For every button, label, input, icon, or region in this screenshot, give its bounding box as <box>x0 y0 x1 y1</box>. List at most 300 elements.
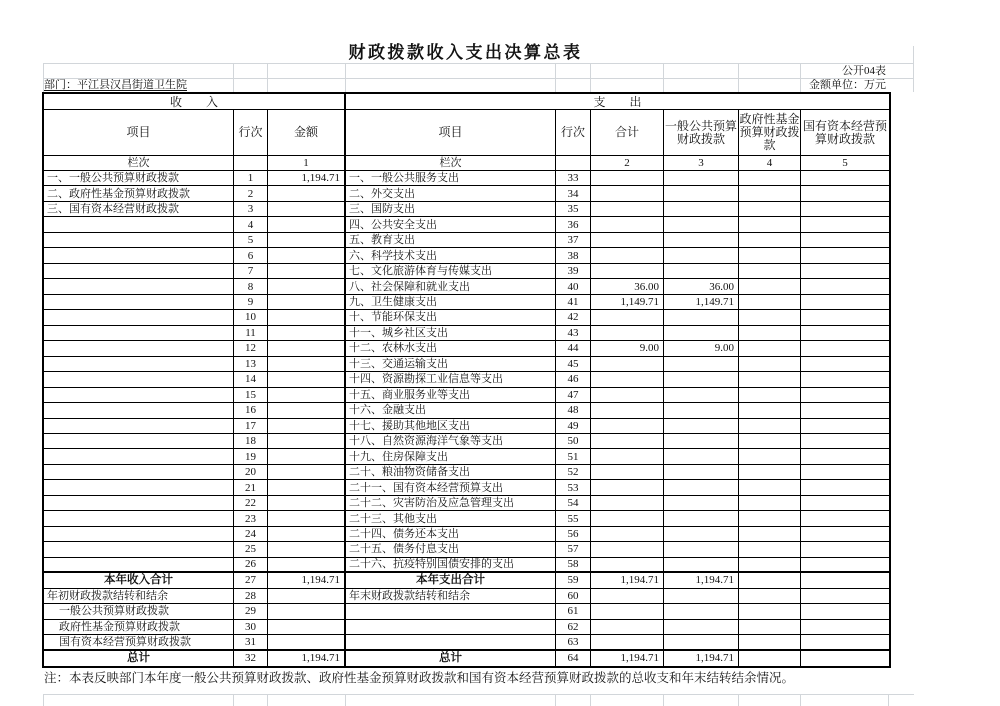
expense-total-cell <box>591 248 664 263</box>
income-item-cell <box>44 248 234 263</box>
expense-general-budget-cell: 1,194.71 <box>664 573 739 588</box>
expense-general-budget-cell <box>664 511 739 526</box>
expense-general-budget-cell <box>664 171 739 186</box>
income-item-cell <box>44 434 234 449</box>
expense-gov-fund-cell <box>739 635 801 650</box>
expense-line-no-cell: 59 <box>556 573 591 588</box>
expense-item-cell: 十八、自然资源海洋气象等支出 <box>346 434 556 449</box>
expense-state-capital-cell <box>801 496 889 511</box>
expense-state-capital-cell <box>801 449 889 464</box>
income-line-no-cell: 4 <box>234 217 268 232</box>
expense-line-no-cell: 34 <box>556 186 591 201</box>
income-amount-cell <box>268 434 346 449</box>
expense-state-capital-cell <box>801 233 889 248</box>
income-line-no-cell: 32 <box>234 651 268 666</box>
expense-total-cell <box>591 310 664 325</box>
income-item-cell <box>44 279 234 294</box>
expense-total-cell <box>591 511 664 526</box>
income-amount-cell <box>268 589 346 604</box>
income-lanci-rowno <box>234 156 268 171</box>
income-line-no-cell: 16 <box>234 403 268 418</box>
expense-state-capital-cell <box>801 558 889 573</box>
expense-state-capital-cell <box>801 357 889 372</box>
income-line-no-cell: 21 <box>234 480 268 495</box>
income-amount-cell <box>268 279 346 294</box>
expense-line-no-cell: 36 <box>556 217 591 232</box>
expense-line-no-cell: 45 <box>556 357 591 372</box>
expense-line-no-cell: 47 <box>556 388 591 403</box>
expense-gov-fund-cell <box>739 357 801 372</box>
expense-state-capital-cell <box>801 620 889 635</box>
expense-line-no-cell: 35 <box>556 202 591 217</box>
appropriation-summary-table <box>42 92 891 668</box>
expense-general-budget-cell <box>664 434 739 449</box>
income-line-no-cell: 18 <box>234 434 268 449</box>
expense-item-cell: 十六、金融支出 <box>346 403 556 418</box>
income-amount-cell <box>268 202 346 217</box>
expense-general-budget-cell <box>664 264 739 279</box>
expense-state-capital-cell <box>801 186 889 201</box>
expense-general-budget-cell <box>664 372 739 387</box>
expense-general-budget-cell <box>664 635 739 650</box>
expense-gov-fund-cell <box>739 217 801 232</box>
income-lanci-1: 1 <box>268 156 346 171</box>
expense-total-cell <box>591 620 664 635</box>
expense-item-cell: 四、公共安全支出 <box>346 217 556 232</box>
income-item-cell: 总计 <box>44 651 234 666</box>
income-item-cell <box>44 403 234 418</box>
expense-line-no-cell: 56 <box>556 527 591 542</box>
expense-total-cell <box>591 388 664 403</box>
expense-state-capital-cell <box>801 480 889 495</box>
income-line-no-cell: 3 <box>234 202 268 217</box>
expense-item-cell: 总计 <box>346 651 556 666</box>
income-amount-cell: 1,194.71 <box>268 573 346 588</box>
income-amount-cell <box>268 604 346 619</box>
expense-item-cell: 三、国防支出 <box>346 202 556 217</box>
expense-total-header: 合计 <box>591 110 664 156</box>
income-amount-cell <box>268 558 346 573</box>
expense-line-no-cell: 43 <box>556 326 591 341</box>
expense-lanci-3: 3 <box>664 156 739 171</box>
income-amount-cell <box>268 264 346 279</box>
expense-line-no-cell: 52 <box>556 465 591 480</box>
expense-item-cell: 本年支出合计 <box>346 573 556 588</box>
expense-item-cell: 二十五、债务付息支出 <box>346 542 556 557</box>
expense-state-capital-header: 国有资本经营预算财政拨款 <box>801 110 889 156</box>
expense-line-no-cell: 57 <box>556 542 591 557</box>
income-amount-cell <box>268 248 346 263</box>
expense-item-cell: 二十三、其他支出 <box>346 511 556 526</box>
expense-state-capital-cell <box>801 295 889 310</box>
income-amount-cell <box>268 403 346 418</box>
expense-item-cell: 八、社会保障和就业支出 <box>346 279 556 294</box>
expense-gov-fund-cell <box>739 419 801 434</box>
expense-line-no-cell: 62 <box>556 620 591 635</box>
income-line-no-cell: 26 <box>234 558 268 573</box>
income-amount-cell <box>268 449 346 464</box>
expense-gov-fund-cell <box>739 558 801 573</box>
expense-gov-fund-cell <box>739 480 801 495</box>
income-item-cell <box>44 419 234 434</box>
expense-general-budget-cell <box>664 496 739 511</box>
expense-item-cell: 六、科学技术支出 <box>346 248 556 263</box>
expense-state-capital-cell <box>801 264 889 279</box>
expense-general-budget-cell <box>664 620 739 635</box>
income-item-cell <box>44 264 234 279</box>
income-item-cell <box>44 326 234 341</box>
expense-state-capital-cell <box>801 326 889 341</box>
expense-lanci-4: 4 <box>739 156 801 171</box>
expense-lanci-5: 5 <box>801 156 889 171</box>
expense-gov-fund-cell <box>739 295 801 310</box>
expense-general-budget-cell <box>664 310 739 325</box>
expense-line-no-cell: 51 <box>556 449 591 464</box>
expense-gov-fund-cell <box>739 403 801 418</box>
expense-item-cell: 二十一、国有资本经营预算支出 <box>346 480 556 495</box>
income-amount-cell <box>268 465 346 480</box>
expense-gov-fund-cell <box>739 279 801 294</box>
expense-state-capital-cell <box>801 527 889 542</box>
expense-total-cell: 1,194.71 <box>591 573 664 588</box>
income-line-no-cell: 13 <box>234 357 268 372</box>
expense-item-cell: 十三、交通运输支出 <box>346 357 556 372</box>
expense-state-capital-cell <box>801 388 889 403</box>
expense-general-budget-cell <box>664 186 739 201</box>
income-item-cell <box>44 558 234 573</box>
income-item-cell <box>44 388 234 403</box>
expense-line-no-cell: 58 <box>556 558 591 573</box>
income-line-no-cell: 9 <box>234 295 268 310</box>
expense-gov-fund-cell <box>739 589 801 604</box>
income-line-no-cell: 23 <box>234 511 268 526</box>
expense-lanci-label: 栏次 <box>346 156 556 171</box>
expense-item-header: 项目 <box>346 110 556 156</box>
income-line-no-cell: 11 <box>234 326 268 341</box>
income-amount-cell <box>268 233 346 248</box>
expense-item-cell: 十五、商业服务业等支出 <box>346 388 556 403</box>
expense-state-capital-cell <box>801 434 889 449</box>
income-line-no-cell: 14 <box>234 372 268 387</box>
expense-general-budget-cell <box>664 449 739 464</box>
income-amount-cell: 1,194.71 <box>268 171 346 186</box>
income-line-no-cell: 15 <box>234 388 268 403</box>
expense-item-cell: 二十六、抗疫特别国债安排的支出 <box>346 558 556 573</box>
expense-gov-fund-cell <box>739 326 801 341</box>
income-lanci-label: 栏次 <box>44 156 234 171</box>
expense-total-cell <box>591 465 664 480</box>
expense-line-no-cell: 44 <box>556 341 591 356</box>
expense-general-budget-cell <box>664 217 739 232</box>
expense-line-no-cell: 64 <box>556 651 591 666</box>
expense-item-cell <box>346 620 556 635</box>
income-amount-cell <box>268 635 346 650</box>
expense-total-cell <box>591 264 664 279</box>
expense-item-cell: 二十、粮油物资储备支出 <box>346 465 556 480</box>
expense-total-cell <box>591 372 664 387</box>
expense-total-cell <box>591 558 664 573</box>
income-item-cell <box>44 511 234 526</box>
income-amount-header: 金额 <box>268 110 346 156</box>
income-line-no-cell: 5 <box>234 233 268 248</box>
income-item-cell: 本年收入合计 <box>44 573 234 588</box>
expense-state-capital-cell <box>801 419 889 434</box>
income-line-no-cell: 19 <box>234 449 268 464</box>
expense-line-no-cell: 37 <box>556 233 591 248</box>
expense-total-cell <box>591 480 664 495</box>
expense-general-budget-cell <box>664 465 739 480</box>
expense-total-cell: 1,149.71 <box>591 295 664 310</box>
expense-total-cell <box>591 403 664 418</box>
amount-unit-label: 金额单位：万元 <box>809 79 886 91</box>
expense-total-cell <box>591 604 664 619</box>
income-line-no-cell: 6 <box>234 248 268 263</box>
expense-general-budget-cell <box>664 480 739 495</box>
expense-line-no-cell: 48 <box>556 403 591 418</box>
expense-item-cell: 十九、住房保障支出 <box>346 449 556 464</box>
expense-item-cell: 一、一般公共服务支出 <box>346 171 556 186</box>
expense-item-cell: 二十四、债务还本支出 <box>346 527 556 542</box>
expense-line-no-cell: 46 <box>556 372 591 387</box>
expense-total-cell <box>591 589 664 604</box>
expense-general-budget-cell <box>664 388 739 403</box>
sheet-label: 公开04表 <box>842 65 886 77</box>
income-amount-cell <box>268 326 346 341</box>
income-item-cell <box>44 496 234 511</box>
expense-state-capital-cell <box>801 279 889 294</box>
income-amount-cell <box>268 620 346 635</box>
income-amount-cell <box>268 496 346 511</box>
expense-state-capital-cell <box>801 171 889 186</box>
income-item-cell <box>44 295 234 310</box>
income-line-no-cell: 25 <box>234 542 268 557</box>
income-line-no-cell: 22 <box>234 496 268 511</box>
expense-state-capital-cell <box>801 310 889 325</box>
expense-general-budget-cell <box>664 419 739 434</box>
expense-line-no-cell: 53 <box>556 480 591 495</box>
expense-state-capital-cell <box>801 248 889 263</box>
expense-total-cell <box>591 542 664 557</box>
income-line-no-cell: 30 <box>234 620 268 635</box>
income-item-cell <box>44 542 234 557</box>
expense-general-budget-cell <box>664 403 739 418</box>
expense-item-cell: 九、卫生健康支出 <box>346 295 556 310</box>
expense-line-no-cell: 61 <box>556 604 591 619</box>
income-item-cell <box>44 372 234 387</box>
report-title: 财政拨款收入支出决算总表 <box>348 43 583 62</box>
expense-total-cell: 1,194.71 <box>591 651 664 666</box>
income-line-no-cell: 27 <box>234 573 268 588</box>
expense-gov-fund-cell <box>739 527 801 542</box>
expense-gov-fund-cell <box>739 651 801 666</box>
expense-gov-fund-cell <box>739 186 801 201</box>
expense-total-cell <box>591 171 664 186</box>
income-item-cell <box>44 357 234 372</box>
income-line-no-header: 行次 <box>234 110 268 156</box>
expense-item-cell <box>346 604 556 619</box>
expense-state-capital-cell <box>801 589 889 604</box>
income-line-no-cell: 7 <box>234 264 268 279</box>
expense-line-no-cell: 63 <box>556 635 591 650</box>
expense-state-capital-cell <box>801 573 889 588</box>
expense-total-cell <box>591 449 664 464</box>
expense-line-no-cell: 55 <box>556 511 591 526</box>
expense-state-capital-cell <box>801 511 889 526</box>
expense-gov-fund-cell <box>739 620 801 635</box>
expense-total-cell <box>591 233 664 248</box>
expense-total-cell <box>591 527 664 542</box>
expense-item-cell: 年末财政拨款结转和结余 <box>346 589 556 604</box>
expense-item-cell: 二、外交支出 <box>346 186 556 201</box>
expense-total-cell: 9.00 <box>591 341 664 356</box>
expense-general-budget-cell <box>664 233 739 248</box>
income-amount-cell <box>268 527 346 542</box>
expense-gov-fund-cell <box>739 388 801 403</box>
expense-line-no-cell: 49 <box>556 419 591 434</box>
expense-general-budget-cell: 1,194.71 <box>664 651 739 666</box>
income-item-cell <box>44 465 234 480</box>
income-amount-cell <box>268 186 346 201</box>
expense-item-cell: 十四、资源勘探工业信息等支出 <box>346 372 556 387</box>
expense-total-cell <box>591 217 664 232</box>
expense-item-cell: 十二、农林水支出 <box>346 341 556 356</box>
income-section-header: 收 入 <box>44 94 346 110</box>
income-amount-cell <box>268 419 346 434</box>
expense-item-cell: 二十二、灾害防治及应急管理支出 <box>346 496 556 511</box>
income-line-no-cell: 8 <box>234 279 268 294</box>
income-line-no-cell: 31 <box>234 635 268 650</box>
expense-total-cell <box>591 186 664 201</box>
income-line-no-cell: 1 <box>234 171 268 186</box>
expense-total-cell <box>591 496 664 511</box>
expense-gov-fund-cell <box>739 233 801 248</box>
expense-general-budget-cell <box>664 542 739 557</box>
expense-total-cell <box>591 434 664 449</box>
income-amount-cell <box>268 341 346 356</box>
expense-state-capital-cell <box>801 403 889 418</box>
meta-line <box>43 78 886 92</box>
income-item-cell: 年初财政拨款结转和结余 <box>44 589 234 604</box>
expense-gov-fund-cell <box>739 264 801 279</box>
expense-state-capital-cell <box>801 542 889 557</box>
expense-gov-fund-cell <box>739 496 801 511</box>
income-item-cell <box>44 449 234 464</box>
expense-general-budget-cell <box>664 527 739 542</box>
income-line-no-cell: 2 <box>234 186 268 201</box>
expense-line-no-cell: 41 <box>556 295 591 310</box>
expense-line-no-cell: 50 <box>556 434 591 449</box>
expense-state-capital-cell <box>801 651 889 666</box>
expense-gov-fund-cell <box>739 511 801 526</box>
income-amount-cell <box>268 295 346 310</box>
income-line-no-cell: 20 <box>234 465 268 480</box>
income-item-header: 项目 <box>44 110 234 156</box>
expense-general-budget-header: 一般公共预算财政拨款 <box>664 110 739 156</box>
expense-gov-fund-cell <box>739 341 801 356</box>
expense-total-cell <box>591 635 664 650</box>
expense-state-capital-cell <box>801 341 889 356</box>
income-line-no-cell: 10 <box>234 310 268 325</box>
income-line-no-cell: 12 <box>234 341 268 356</box>
expense-section-header: 支 出 <box>346 94 889 110</box>
expense-gov-fund-cell <box>739 310 801 325</box>
income-line-no-cell: 17 <box>234 419 268 434</box>
income-item-cell <box>44 527 234 542</box>
expense-general-budget-cell <box>664 248 739 263</box>
expense-gov-fund-cell <box>739 604 801 619</box>
expense-state-capital-cell <box>801 372 889 387</box>
expense-state-capital-cell <box>801 604 889 619</box>
expense-general-budget-cell <box>664 202 739 217</box>
expense-gov-fund-cell <box>739 372 801 387</box>
expense-gov-fund-cell <box>739 465 801 480</box>
expense-gov-fund-cell <box>739 171 801 186</box>
expense-item-cell: 十一、城乡社区支出 <box>346 326 556 341</box>
expense-line-no-cell: 42 <box>556 310 591 325</box>
department-label: 部门：平江县汉昌街道卫生院 <box>44 79 187 91</box>
expense-line-no-header: 行次 <box>556 110 591 156</box>
income-line-no-cell: 24 <box>234 527 268 542</box>
income-amount-cell <box>268 217 346 232</box>
expense-general-budget-cell <box>664 604 739 619</box>
income-item-cell <box>44 480 234 495</box>
expense-total-cell <box>591 357 664 372</box>
income-item-cell: 一、一般公共预算财政拨款 <box>44 171 234 186</box>
expense-gov-fund-cell <box>739 248 801 263</box>
income-item-cell: 国有资本经营预算财政拨款 <box>44 635 234 650</box>
income-item-cell <box>44 217 234 232</box>
expense-item-cell: 十、节能环保支出 <box>346 310 556 325</box>
expense-total-cell: 36.00 <box>591 279 664 294</box>
expense-general-budget-cell <box>664 357 739 372</box>
income-item-cell <box>44 233 234 248</box>
income-item-cell <box>44 310 234 325</box>
expense-state-capital-cell <box>801 465 889 480</box>
income-item-cell: 一般公共预算财政拨款 <box>44 604 234 619</box>
expense-general-budget-cell: 9.00 <box>664 341 739 356</box>
income-item-cell: 三、国有资本经营财政拨款 <box>44 202 234 217</box>
expense-gov-fund-cell <box>739 573 801 588</box>
expense-line-no-cell: 40 <box>556 279 591 294</box>
income-amount-cell <box>268 388 346 403</box>
income-amount-cell <box>268 480 346 495</box>
income-amount-cell <box>268 310 346 325</box>
expense-item-cell: 七、文化旅游体育与传媒支出 <box>346 264 556 279</box>
expense-general-budget-cell <box>664 558 739 573</box>
income-item-cell: 二、政府性基金预算财政拨款 <box>44 186 234 201</box>
expense-item-cell <box>346 635 556 650</box>
income-item-cell <box>44 341 234 356</box>
expense-gov-fund-cell <box>739 202 801 217</box>
expense-gov-fund-cell <box>739 449 801 464</box>
expense-general-budget-cell: 36.00 <box>664 279 739 294</box>
income-amount-cell <box>268 372 346 387</box>
income-amount-cell <box>268 357 346 372</box>
income-amount-cell <box>268 511 346 526</box>
expense-state-capital-cell <box>801 202 889 217</box>
expense-general-budget-cell <box>664 589 739 604</box>
expense-general-budget-cell: 1,149.71 <box>664 295 739 310</box>
expense-gov-fund-cell <box>739 434 801 449</box>
expense-general-budget-cell <box>664 326 739 341</box>
expense-line-no-cell: 39 <box>556 264 591 279</box>
expense-lanci-rowno <box>556 156 591 171</box>
expense-item-cell: 五、教育支出 <box>346 233 556 248</box>
expense-gov-fund-header: 政府性基金预算财政拨款 <box>739 110 801 156</box>
expense-line-no-cell: 54 <box>556 496 591 511</box>
expense-lanci-2: 2 <box>591 156 664 171</box>
expense-total-cell <box>591 419 664 434</box>
